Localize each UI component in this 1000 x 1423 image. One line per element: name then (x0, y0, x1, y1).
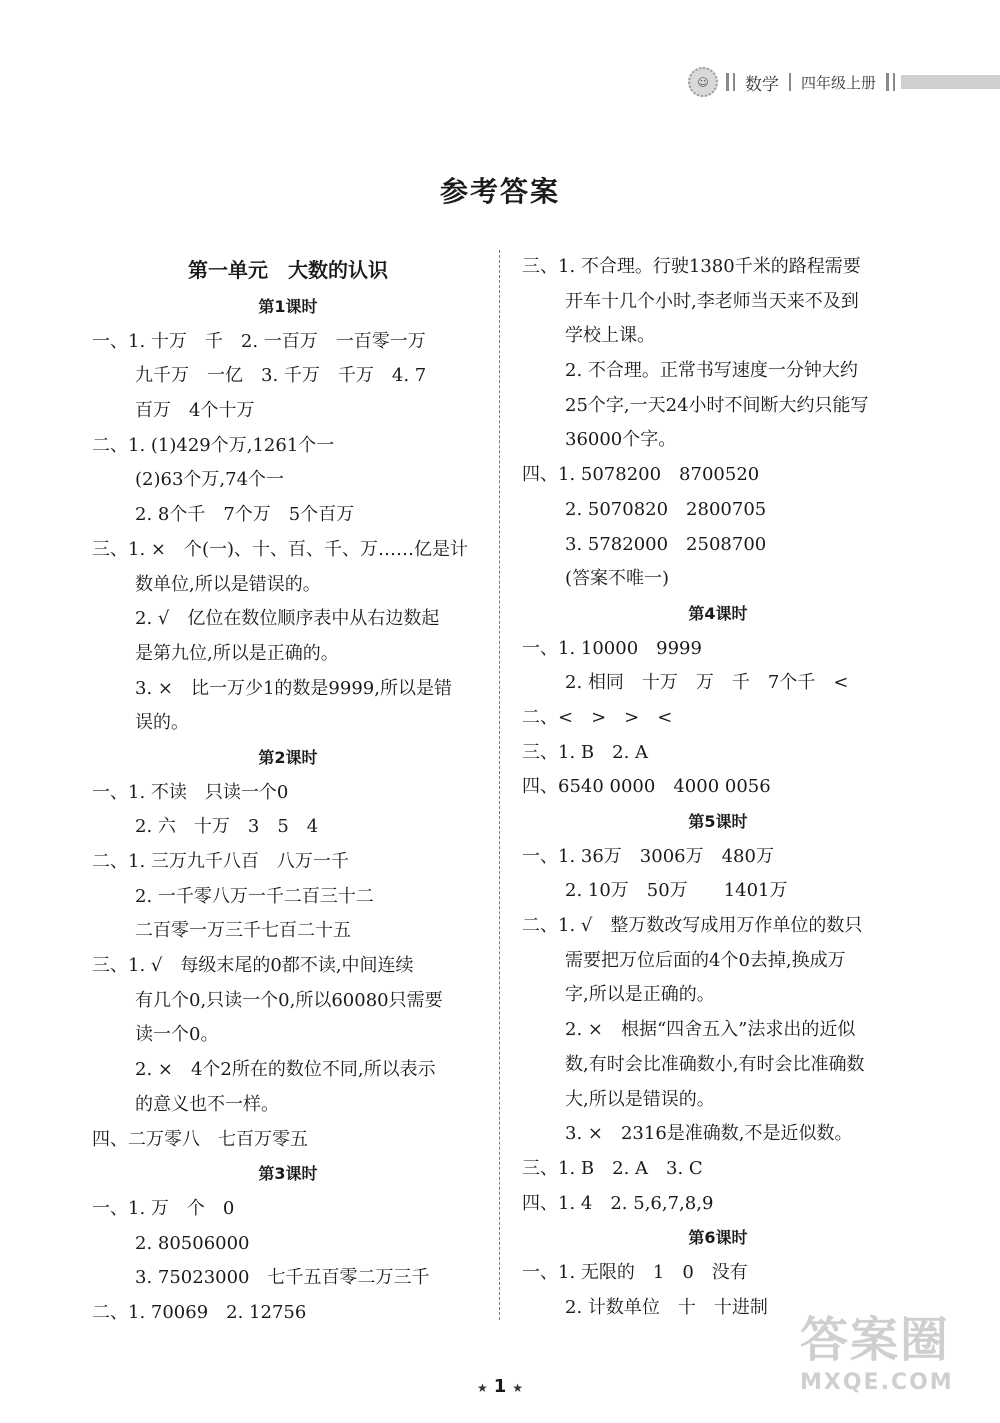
answer-line: 2. 相同 十万 万 千 7个千 < (565, 672, 849, 694)
answer-line: 的意义也不一样。 (135, 1093, 279, 1115)
answer-line: 2. 5070820 2800705 (565, 498, 767, 520)
answer-line: 3. 5782000 2508700 (565, 533, 767, 555)
answer-line: 2. 一千零八万一千二百三十二 (135, 885, 374, 907)
answer-line: 2. 80506000 (135, 1232, 250, 1254)
answer-line: 四、二万零八 七百万零五 (92, 1128, 308, 1150)
header-bar-divider (893, 73, 895, 91)
lesson-heading: 第5课时 (688, 812, 748, 831)
page-header (688, 62, 1000, 102)
answer-line: 大,所以是错误的。 (565, 1088, 715, 1110)
header-grade: 四年级上册 (801, 73, 877, 92)
answer-line: 三、1. 不合理。行驶1380千米的路程需要 (522, 256, 861, 277)
answer-line: 2. × 根据“四舍五入”法求出的近似 (565, 1019, 856, 1041)
answer-line: 二、< > > < (522, 706, 673, 728)
lesson-heading: 第4课时 (688, 603, 748, 623)
answer-line: 学校上课。 (565, 325, 655, 347)
answer-line: 3. × 比一万少1的数是9999,所以是错 (135, 677, 452, 699)
answer-line: 是第九位,所以是正确的。 (135, 642, 339, 664)
lesson-heading: 第6课时 (688, 1228, 748, 1248)
answer-line: 二、1. √ 整万数改写成用万作单位的数只 (522, 915, 863, 937)
answer-line: (答案不唯一) (565, 568, 670, 590)
sun-logo-icon: ☺ (688, 67, 718, 97)
page-title: 参考答案 (439, 175, 560, 208)
answer-line: 一、1. 不读 只读一个0 (92, 781, 289, 803)
answer-line: 25个字,一天24小时不间断大约只能写 (565, 394, 869, 416)
header-bar-divider (726, 73, 729, 91)
answer-line: 2. 不合理。正常书写速度一分钟大约 (565, 360, 858, 382)
answer-line: 三、1. B 2. A (522, 741, 649, 763)
watermark (800, 1310, 1000, 1423)
answer-line: 二、1. 70069 2. 12756 (92, 1301, 307, 1323)
lesson-heading: 第1课时 (258, 297, 318, 316)
answer-line: 36000个字。 (565, 429, 677, 451)
answer-line: 2. √ 亿位在数位顺序表中从右边数起 (135, 608, 440, 630)
watermark-text: 答案圈 (800, 1312, 951, 1368)
answer-line: 2. 六 十万 3 5 4 (135, 816, 319, 838)
header-bar-divider (789, 73, 791, 91)
watermark-url: MXQE.COM (800, 1370, 954, 1395)
answer-line: 一、1. 10000 9999 (522, 637, 702, 659)
header-bar-divider (733, 73, 735, 91)
lesson-heading: 第2课时 (258, 747, 318, 767)
answer-line: 3. 75023000 七千五百零二万三千 (135, 1267, 430, 1289)
answer-line: 有几个0,只读一个0,所以60080只需要 (135, 989, 443, 1011)
answer-line: 2. 8个千 7个万 5个百万 (135, 504, 355, 526)
answer-line: 开车十几个小时,李老师当天来不及到 (565, 290, 859, 312)
answer-line: 四、1. 4 2. 5,6,7,8,9 (522, 1192, 714, 1214)
answer-line: 3. × 2316是准确数,不是近似数。 (565, 1123, 853, 1145)
header-bar-divider (886, 73, 889, 91)
page-number: 1 (493, 1376, 507, 1397)
answer-line: 九千万 一亿 3. 千万 千万 4. 7 (135, 365, 427, 387)
answer-line: 三、1. B 2. A 3. C (522, 1157, 703, 1179)
answer-line: 读一个0。 (135, 1024, 219, 1046)
answer-line: 2. 10万 50万 1401万 (565, 880, 788, 902)
unit-heading: 第一单元 大数的认识 (188, 258, 388, 282)
answer-line: 二、1. (1)429个万,1261个一 (92, 434, 335, 456)
answer-line: 三、1. √ 每级末尾的0都不读,中间连续 (92, 955, 414, 977)
header-subject: 数学 (745, 74, 779, 95)
answer-line: 数单位,所以是错误的。 (135, 573, 321, 595)
answer-line: 百万 4个十万 (135, 400, 255, 422)
answer-line: 一、1. 万 个 0 (92, 1197, 235, 1219)
answer-line: 2. × 4个2所在的数位不同,所以表示 (135, 1059, 436, 1081)
answer-line: 四、1. 5078200 8700520 (522, 464, 760, 486)
answer-line: 二、1. 三万九千八百 八万一千 (92, 851, 349, 872)
answer-line: 一、1. 36万 3006万 480万 (522, 845, 774, 867)
answer-line: 需要把万位后面的4个0去掉,换成万 (565, 949, 846, 971)
answer-line: 2. 计数单位 十 十进制 (565, 1296, 768, 1318)
answer-line: 字,所以是正确的。 (565, 984, 715, 1006)
right-answer-column (522, 250, 914, 1325)
answer-line: 一、1. 十万 千 2. 一百万 一百零一万 (92, 330, 426, 352)
answer-line: 二百零一万三千七百二十五 (135, 920, 351, 942)
answer-line: 三、1. × 个(一)、十、百、千、万……亿是计 (92, 538, 469, 560)
answer-line: 误的。 (135, 712, 189, 734)
answer-line: 四、6540 0000 4000 0056 (522, 776, 771, 798)
answer-line: (2)63个万,74个一 (135, 469, 285, 491)
answer-line: 数,有时会比准确数小,有时会比准确数 (565, 1053, 865, 1075)
lesson-heading: 第3课时 (258, 1164, 318, 1184)
left-answer-column (92, 250, 484, 1331)
answer-line: 一、1. 无限的 1 0 没有 (522, 1261, 748, 1283)
star-icon: ★ (476, 1381, 488, 1395)
header-tail-bar (901, 75, 1000, 89)
star-icon: ★ (512, 1381, 524, 1395)
column-divider (499, 250, 500, 1320)
